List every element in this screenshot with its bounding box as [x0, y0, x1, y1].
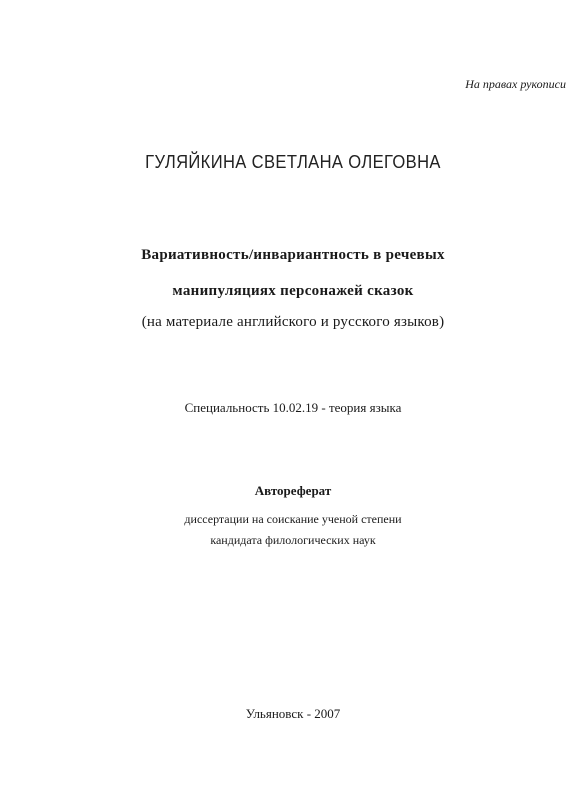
copyright-note: На правах рукописи: [465, 77, 566, 91]
title-line-2: манипуляциях персонажей сказок: [172, 283, 414, 299]
document-description-line-1: диссертации на соискание ученой степени: [184, 512, 402, 526]
title-line-1: Вариативность/инвариантность в речевых: [141, 247, 445, 263]
document-description-line-2: кандидата филологических наук: [210, 533, 376, 547]
specialty-line: Специальность 10.02.19 - теория языка: [184, 400, 402, 415]
document-type: Автореферат: [254, 483, 332, 498]
author-name: ГУЛЯЙКИНА СВЕТЛАНА ОЛЕГОВНА: [145, 152, 441, 172]
title-subtitle: (на материале английского и русского языков): [141, 314, 445, 330]
place-and-year: Ульяновск - 2007: [245, 706, 341, 721]
